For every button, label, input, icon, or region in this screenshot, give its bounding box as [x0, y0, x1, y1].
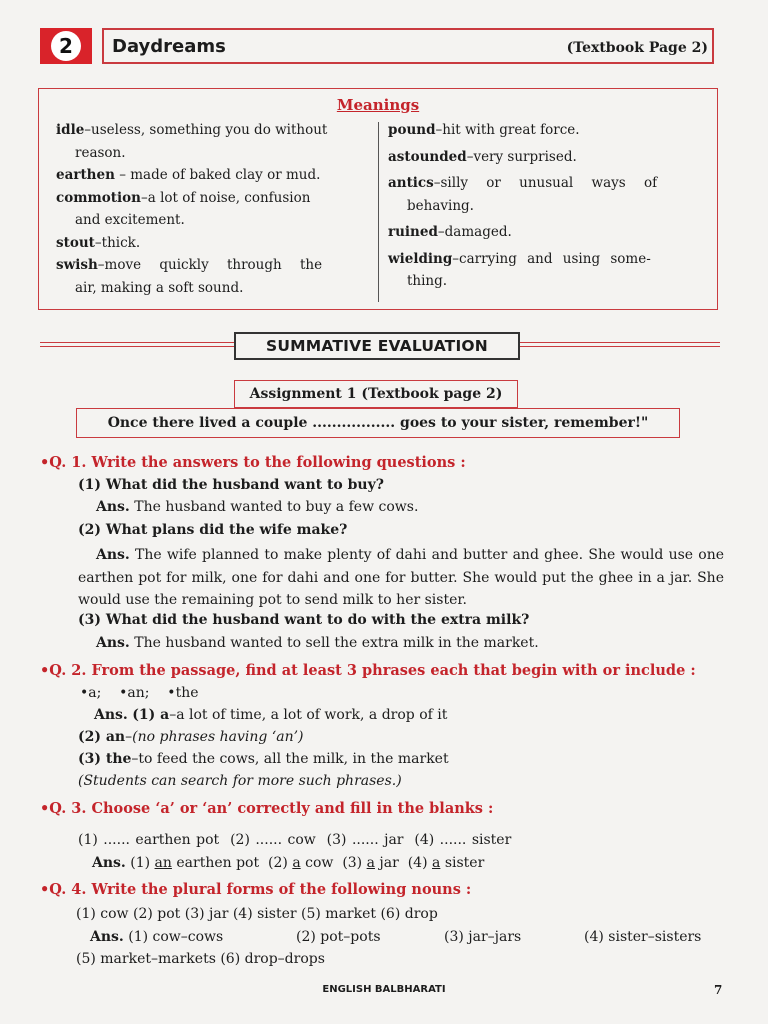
question-heading: •Q. 1. Write the answers to the following questions :	[40, 454, 466, 471]
assignment-heading: Assignment 1 (Textbook page 2)	[234, 380, 518, 408]
meaning-item: pound–hit with great force.	[388, 122, 580, 138]
meaning-item: antics–silly or unusual ways of	[388, 175, 658, 191]
answer: (2) pot–pots	[296, 929, 381, 945]
meanings-divider	[378, 122, 379, 302]
meanings-left-column	[56, 119, 372, 299]
answer: Ans. The husband wanted to buy a few cows.	[96, 499, 419, 515]
chapter-title: Daydreams	[112, 36, 226, 57]
answer: Ans. The husband wanted to sell the extra milk in the market.	[96, 635, 539, 651]
summative-evaluation-heading: SUMMATIVE EVALUATION	[234, 332, 520, 360]
answer: (3) the–to feed the cows, all the milk, in the market	[78, 751, 449, 767]
question-heading: •Q. 2. From the passage, find at least 3 phrases each that begin with or include :	[40, 662, 696, 679]
footer-book-title: ENGLISH BALBHARATI	[322, 984, 446, 995]
page-number: 7	[714, 983, 723, 997]
chapter-number-badge	[40, 28, 92, 64]
meaning-item-cont: behaving.	[407, 197, 474, 214]
answer: Ans. (1) cow–cows	[90, 929, 224, 945]
meaning-item: earthen – made of baked clay or mud.	[56, 167, 321, 183]
sub-question: (3) What did the husband want to do with the extra milk?	[78, 612, 530, 628]
meaning-item: ruined–damaged.	[388, 224, 512, 240]
meaning-item-cont: and excitement.	[75, 212, 185, 228]
meaning-item: wielding–carrying and using some-	[388, 250, 651, 267]
answer: (5) market–markets (6) drop–drops	[76, 951, 325, 967]
meanings-title: Meanings	[336, 96, 420, 114]
bullet-list: •a; •an; •the	[80, 685, 199, 701]
meaning-item: swish–move quickly through the	[56, 257, 323, 273]
blank-items: (1) ...... earthen pot (2) ...... cow (3) ...... jar (4) ...... sister	[78, 832, 512, 848]
sub-question: (1) What did the husband want to buy?	[78, 477, 384, 493]
answer: Ans. (1) an earthen pot (2) a cow (3) a jar (4) a sister	[92, 855, 485, 871]
answer: Ans. The wife planned to make plenty of dahi and butter and ghee. She would use one earthen pot for milk, one for dahi and one for butter. She would put the ghee in a jar. She would use the remaining pot to send milk to her sister.	[78, 547, 725, 608]
question-heading: •Q. 3. Choose ‘a’ or ‘an’ correctly and fill in the blanks :	[40, 800, 494, 817]
answer: (2) an–(no phrases having ‘an’)	[78, 729, 304, 745]
textbook-page-ref: (Textbook Page 2)	[566, 40, 708, 56]
meaning-item-cont: thing.	[407, 273, 448, 289]
sub-question: (2) What plans did the wife make?	[78, 522, 348, 538]
meaning-item: astounded–very surprised.	[388, 148, 577, 165]
meaning-item-cont: air, making a soft sound.	[75, 279, 244, 296]
answer: Ans. (1) a–a lot of time, a lot of work, a drop of it	[94, 707, 448, 723]
note: (Students can search for more such phrases.)	[78, 773, 402, 789]
noun-items: (1) cow (2) pot (3) jar (4) sister (5) market (6) drop	[76, 906, 438, 922]
answer: (4) sister–sisters	[584, 929, 702, 945]
passage-extract: Once there lived a couple ................. goes to your sister, remember!"	[76, 408, 680, 438]
meaning-item-cont: reason.	[75, 144, 126, 161]
meaning-item: idle–useless, something you do without	[56, 122, 328, 138]
meaning-item: stout–thick.	[56, 234, 141, 251]
question-heading: •Q. 4. Write the plural forms of the following nouns :	[40, 881, 472, 898]
meanings-right-column	[388, 119, 704, 293]
answer: (3) jar–jars	[444, 929, 522, 945]
meaning-item: commotion–a lot of noise, confusion	[56, 189, 311, 206]
chapter-number: 2	[51, 31, 81, 61]
